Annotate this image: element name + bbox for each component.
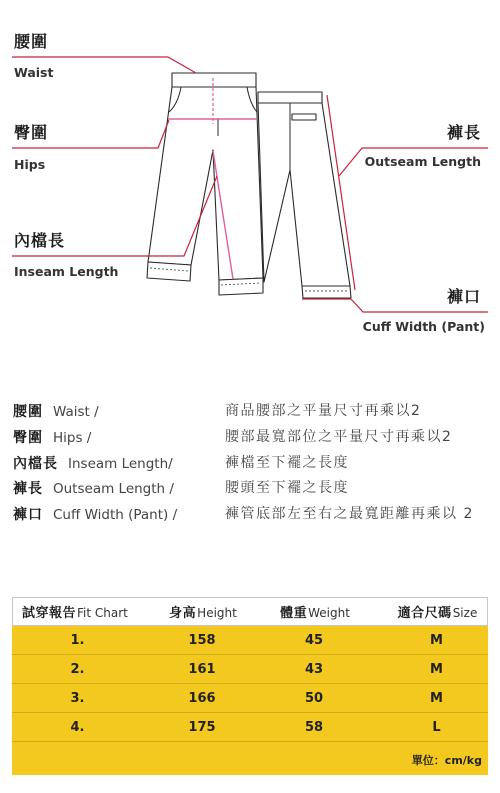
row-height: 175	[188, 719, 216, 735]
definition-description: 腰部最寬部位之平量尺寸再乘以2	[225, 429, 453, 445]
back-pants-body	[258, 103, 350, 286]
hips-label-zh: 臀圍	[14, 123, 49, 142]
header-weight	[262, 602, 368, 621]
outseam-label-zh: 褲長	[446, 123, 481, 142]
definition-term	[13, 426, 91, 449]
definition-term-zh: 褲口	[13, 507, 43, 523]
definition-description: 商品腰部之平量尺寸再乘以2	[225, 403, 422, 419]
front-view-pants	[147, 73, 263, 295]
fit-chart-table	[12, 597, 488, 775]
row-size: M	[430, 661, 443, 677]
definition-term-en: Cuff Width (Pant) /	[53, 507, 178, 523]
header-zh: 身高	[169, 606, 197, 621]
header-zh: 適合尺碼	[397, 606, 452, 621]
definition-description: 褲管底部左至右之最寬距離再乘以 2	[225, 506, 474, 522]
definition-row-inseam	[0, 452, 500, 474]
back-view-pants	[258, 92, 351, 298]
definition-row-outseam	[0, 477, 500, 499]
header-height	[144, 602, 262, 621]
definition-term-zh: 褲長	[13, 481, 43, 497]
header-zh: 試穿報告	[22, 606, 77, 621]
row-height: 161	[188, 661, 216, 677]
definition-term-zh: 內檔長	[13, 456, 58, 472]
definition-term-en: Hips /	[53, 430, 92, 446]
outseam-label-en: Outseam Length	[364, 154, 481, 169]
row-weight: 43	[304, 661, 324, 677]
definition-row-hips	[0, 426, 500, 448]
definition-description: 腰頭至下襬之長度	[225, 480, 349, 496]
back-pocket	[292, 114, 316, 120]
row-height: 166	[188, 690, 216, 706]
table-row	[12, 684, 488, 713]
cuff-label-zh: 褲口	[446, 287, 481, 306]
header-size	[368, 602, 487, 621]
row-number: 2.	[70, 661, 85, 677]
definition-term-en: Inseam Length/	[68, 456, 173, 472]
front-right-cuff	[219, 278, 263, 295]
waist-label-zh: 腰圍	[14, 32, 49, 51]
header-en: Fit Chart	[77, 606, 128, 620]
back-pants-waistband	[258, 92, 322, 103]
definition-term-zh: 臀圍	[13, 430, 43, 446]
back-pants-cuff	[302, 286, 351, 298]
inseam-label-en: Inseam Length	[14, 264, 119, 279]
row-weight: 58	[304, 719, 324, 735]
front-waistband	[172, 73, 256, 87]
row-size: M	[430, 632, 443, 648]
fit-chart-header-row	[12, 597, 488, 626]
waist-label-en: Waist	[14, 65, 54, 80]
inseam-label-zh: 內檔長	[14, 231, 66, 250]
definition-term	[13, 400, 99, 423]
pants-measurement-diagram	[0, 0, 500, 340]
row-number: 4.	[70, 719, 85, 735]
table-row	[12, 626, 488, 655]
definition-term-en: Waist /	[53, 404, 99, 420]
definition-row-cuff	[0, 503, 500, 525]
header-en: Height	[197, 606, 237, 620]
definition-description: 褲檔至下襬之長度	[225, 455, 349, 471]
hips-label-en: Hips	[14, 157, 46, 172]
row-number: 3.	[70, 690, 85, 706]
header-zh: 體重	[280, 606, 308, 621]
front-left-cuff	[147, 262, 191, 281]
header-en: Size	[452, 606, 478, 620]
row-size: M	[430, 690, 443, 706]
definition-row-waist	[0, 400, 500, 422]
table-row	[12, 655, 488, 684]
definition-term	[13, 452, 173, 475]
row-weight: 50	[304, 690, 324, 706]
row-number: 1.	[70, 632, 85, 648]
row-height: 158	[188, 632, 216, 648]
definition-term	[13, 503, 177, 526]
definition-term-zh: 腰圍	[13, 404, 43, 420]
row-size: L	[432, 719, 441, 735]
header-fit-chart	[13, 602, 144, 621]
fit-chart-body	[12, 626, 488, 775]
unit-note: 單位：cm/kg	[411, 754, 482, 767]
definition-term-en: Outseam Length /	[53, 481, 174, 497]
front-pants-body	[148, 87, 263, 280]
header-en: Weight	[308, 606, 350, 620]
cuff-label-en: Cuff Width (Pant)	[362, 319, 485, 334]
definition-term	[13, 477, 174, 500]
row-weight: 45	[304, 632, 324, 648]
table-row	[12, 713, 488, 742]
